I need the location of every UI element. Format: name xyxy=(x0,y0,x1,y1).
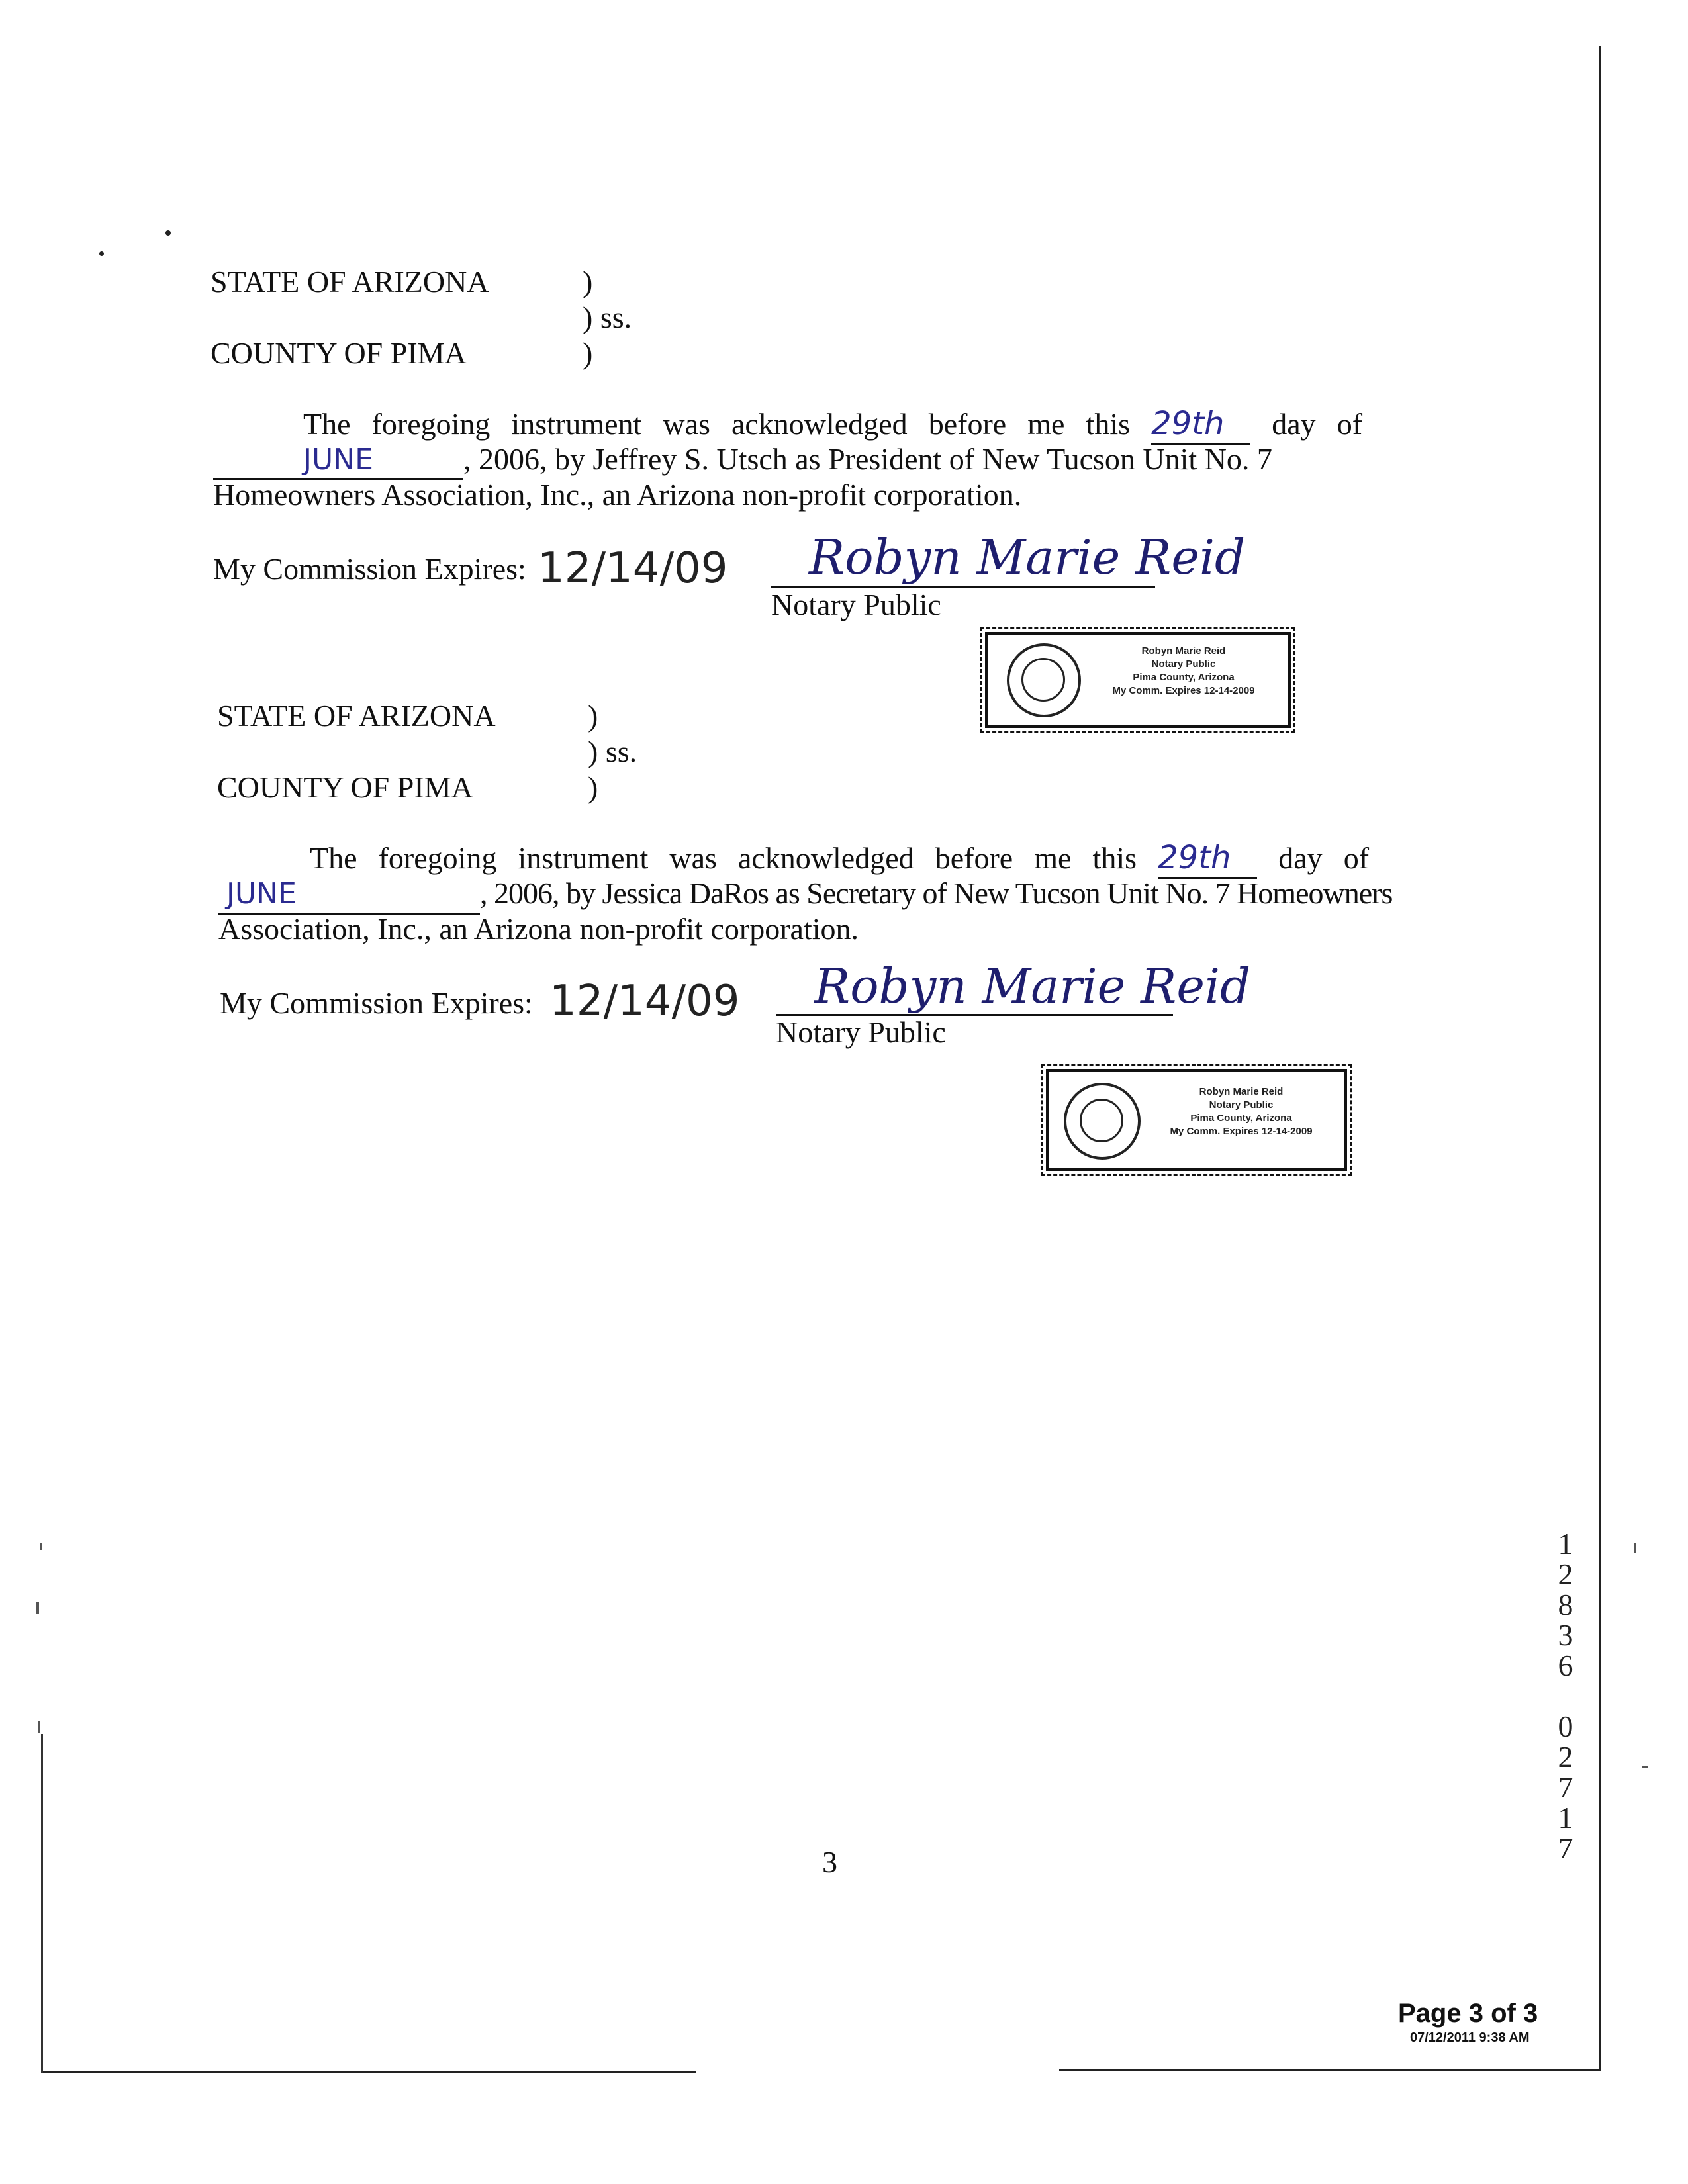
scan-speck xyxy=(1634,1543,1636,1553)
stamp-expires: My Comm. Expires 12-14-2009 xyxy=(1170,1126,1313,1137)
scan-speck xyxy=(99,251,104,256)
acknowledgment-text: The foregoing instrument was acknowledged before me this xyxy=(303,407,1131,441)
state-seal-inner-icon xyxy=(1080,1099,1123,1142)
venue-paren: ) xyxy=(588,699,598,733)
month-blank xyxy=(213,441,463,480)
scan-speck xyxy=(1642,1766,1648,1768)
commission-date-handwritten: 12/14/09 xyxy=(549,977,740,1026)
day-handwritten: 29th xyxy=(1151,405,1225,442)
day-blank xyxy=(1158,839,1257,879)
page-count-label: Page 3 of 3 xyxy=(1398,1999,1538,2028)
state-seal-inner-icon xyxy=(1021,658,1065,702)
commission-date-handwritten: 12/14/09 xyxy=(538,544,728,593)
bottom-border-line xyxy=(41,2071,696,2073)
stamp-text xyxy=(1145,1085,1337,1138)
recording-digit: 7 xyxy=(1558,1831,1573,1865)
stamp-name: Robyn Marie Reid xyxy=(1141,645,1226,657)
page-number: 3 xyxy=(822,1845,837,1879)
acknowledgment-line-2 xyxy=(213,441,1415,480)
stamp-title: Notary Public xyxy=(1151,659,1216,670)
acknowledgment-line-2 xyxy=(218,875,1420,915)
acknowledgment-text: , 2006, by Jeffrey S. Utsch as President of New Tucson Unit No. 7 xyxy=(463,442,1272,476)
recording-digit: 7 xyxy=(1558,1770,1573,1804)
day-blank xyxy=(1151,405,1250,445)
notary-stamp xyxy=(985,632,1291,728)
notary-public-label: Notary Public xyxy=(776,1015,946,1049)
stamp-expires: My Comm. Expires 12-14-2009 xyxy=(1112,685,1255,696)
notary-signature: Robyn Marie Reid xyxy=(809,529,1246,585)
recording-digit: 1 xyxy=(1558,1801,1573,1835)
venue-paren: ) xyxy=(583,265,593,298)
state-label: STATE OF ARIZONA xyxy=(211,265,489,298)
month-handwritten: JUNE xyxy=(226,877,297,911)
day-handwritten: 29th xyxy=(1158,839,1231,876)
state-seal-icon xyxy=(1007,643,1081,717)
stamp-name: Robyn Marie Reid xyxy=(1199,1086,1284,1097)
scan-speck xyxy=(165,230,171,236)
recording-digit: 2 xyxy=(1558,1557,1573,1591)
acknowledgment-line-1 xyxy=(310,839,1369,879)
county-label: COUNTY OF PIMA xyxy=(211,336,467,370)
print-timestamp: 07/12/2011 9:38 AM xyxy=(1410,2030,1530,2045)
acknowledgment-text: , 2006, by Jessica DaRos as Secretary of New Tucson Unit No. 7 Homeowners xyxy=(480,876,1393,910)
right-border-line xyxy=(1599,46,1601,2071)
notary-stamp xyxy=(1046,1069,1347,1171)
stamp-text xyxy=(1088,645,1280,698)
scan-speck xyxy=(38,1721,40,1733)
recording-number xyxy=(1552,1529,1579,1864)
stamp-county: Pima County, Arizona xyxy=(1133,672,1235,683)
stamp-title: Notary Public xyxy=(1209,1099,1274,1111)
stamp-county: Pima County, Arizona xyxy=(1190,1113,1292,1124)
acknowledgment-line-1 xyxy=(303,405,1362,445)
state-label: STATE OF ARIZONA xyxy=(217,699,496,733)
notary-signature: Robyn Marie Reid xyxy=(814,958,1251,1014)
notary-public-label: Notary Public xyxy=(771,588,941,621)
acknowledgment-line-3: Homeowners Association, Inc., an Arizona non-profit corporation. xyxy=(213,478,1022,512)
month-handwritten: JUNE xyxy=(303,443,373,477)
day-of-text: day of xyxy=(1272,407,1363,441)
recording-digit: 2 xyxy=(1558,1740,1573,1774)
recording-digit: 1 xyxy=(1558,1527,1573,1561)
recording-digit: 0 xyxy=(1558,1709,1573,1743)
ss-label: ) ss. xyxy=(583,300,632,334)
scan-speck xyxy=(36,1602,39,1614)
venue-paren: ) xyxy=(588,770,598,804)
commission-label: My Commission Expires: xyxy=(213,552,526,586)
month-blank xyxy=(218,875,480,915)
left-border-line xyxy=(41,1734,43,2073)
acknowledgment-text: The foregoing instrument was acknowledged before me this xyxy=(310,841,1137,875)
scan-speck xyxy=(40,1543,42,1550)
acknowledgment-line-3: Association, Inc., an Arizona non-profit corporation. xyxy=(218,912,859,946)
state-seal-icon xyxy=(1064,1083,1141,1160)
recording-digit: 8 xyxy=(1558,1588,1573,1621)
recording-digit: 6 xyxy=(1558,1649,1573,1682)
commission-label: My Commission Expires: xyxy=(220,986,533,1020)
bottom-border-line-right xyxy=(1059,2069,1601,2071)
venue-paren: ) xyxy=(583,336,593,370)
recording-digit: 3 xyxy=(1558,1618,1573,1652)
county-label: COUNTY OF PIMA xyxy=(217,770,473,804)
ss-label: ) ss. xyxy=(588,735,637,768)
day-of-text: day of xyxy=(1278,841,1370,875)
